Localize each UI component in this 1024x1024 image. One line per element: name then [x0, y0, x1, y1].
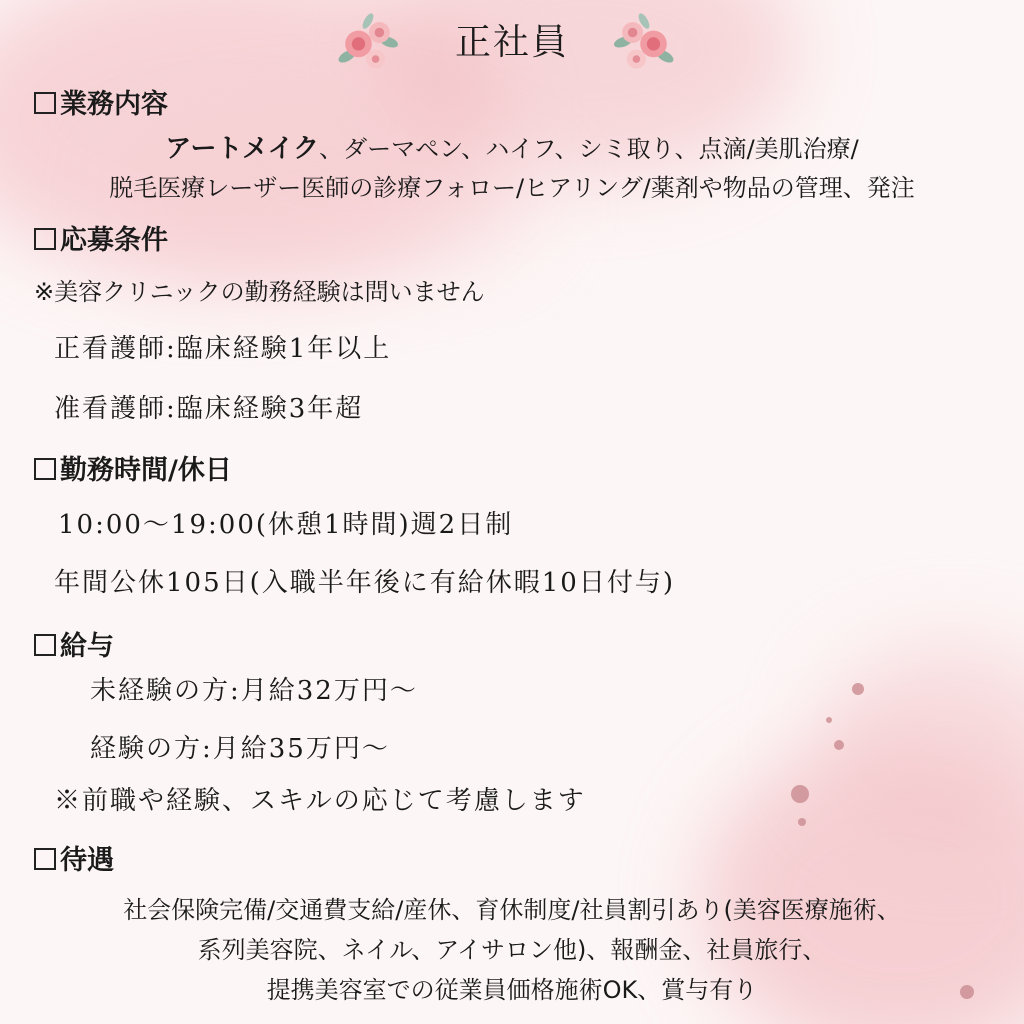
- section-heading-benefits: [34, 838, 114, 877]
- section-heading-duties: [34, 82, 168, 121]
- section-heading-label: 勤務時間/休日: [60, 455, 232, 486]
- salary-inexperienced: 未経験の方:月給32万円〜: [90, 676, 418, 706]
- page-title: 正社員: [454, 22, 569, 63]
- checkbox-icon: [34, 848, 56, 870]
- duties-line-2: 脱毛医療レーザー医師の診療フォロー/ヒアリング/薬剤や物品の管理、発注: [109, 174, 915, 202]
- duties-highlight: アートメイク: [165, 134, 320, 164]
- section-heading-label: 業務内容: [60, 89, 168, 120]
- salary-experienced: 経験の方:月給35万円〜: [90, 734, 390, 764]
- requirement-lpn: 准看護師:臨床経験3年超: [54, 394, 364, 424]
- section-heading-hours: [34, 448, 232, 487]
- salary-note: ※前職や経験、スキルの応じて考慮します: [54, 786, 586, 816]
- section-heading-salary: [34, 624, 114, 663]
- checkbox-icon: [34, 458, 56, 480]
- checkbox-icon: [34, 92, 56, 114]
- section-heading-requirements: [34, 218, 168, 257]
- section-heading-label: 待遇: [60, 845, 114, 876]
- benefits-line-2: 系列美容院、ネイル、アイサロン他)、報酬金、社員旅行、: [197, 936, 827, 964]
- benefits-line-3: 提携美容室での従業員価格施術OK、賞与有り: [266, 976, 758, 1004]
- duties-line-1-text: 、ダーマペン、ハイフ、シミ取り、点滴/美肌治療/: [319, 135, 859, 163]
- checkbox-icon: [34, 228, 56, 250]
- hours-time: 10:00〜19:00(休憩1時間)週2日制: [58, 510, 514, 540]
- section-heading-label: 給与: [60, 631, 114, 662]
- requirements-note: ※美容クリニックの勤務経験は問いません: [34, 278, 485, 306]
- section-heading-label: 応募条件: [60, 225, 168, 256]
- hours-holidays: 年間公休105日(入職半年後に有給休暇10日付与): [54, 568, 675, 598]
- checkbox-icon: [34, 634, 56, 656]
- duties-line-1: [0, 128, 1024, 165]
- requirement-rn: 正看護師:臨床経験1年以上: [54, 334, 392, 364]
- benefits-line-1: 社会保険完備/交通費支給/産休、育休制度/社員割引あり(美容医療施術、: [123, 896, 901, 924]
